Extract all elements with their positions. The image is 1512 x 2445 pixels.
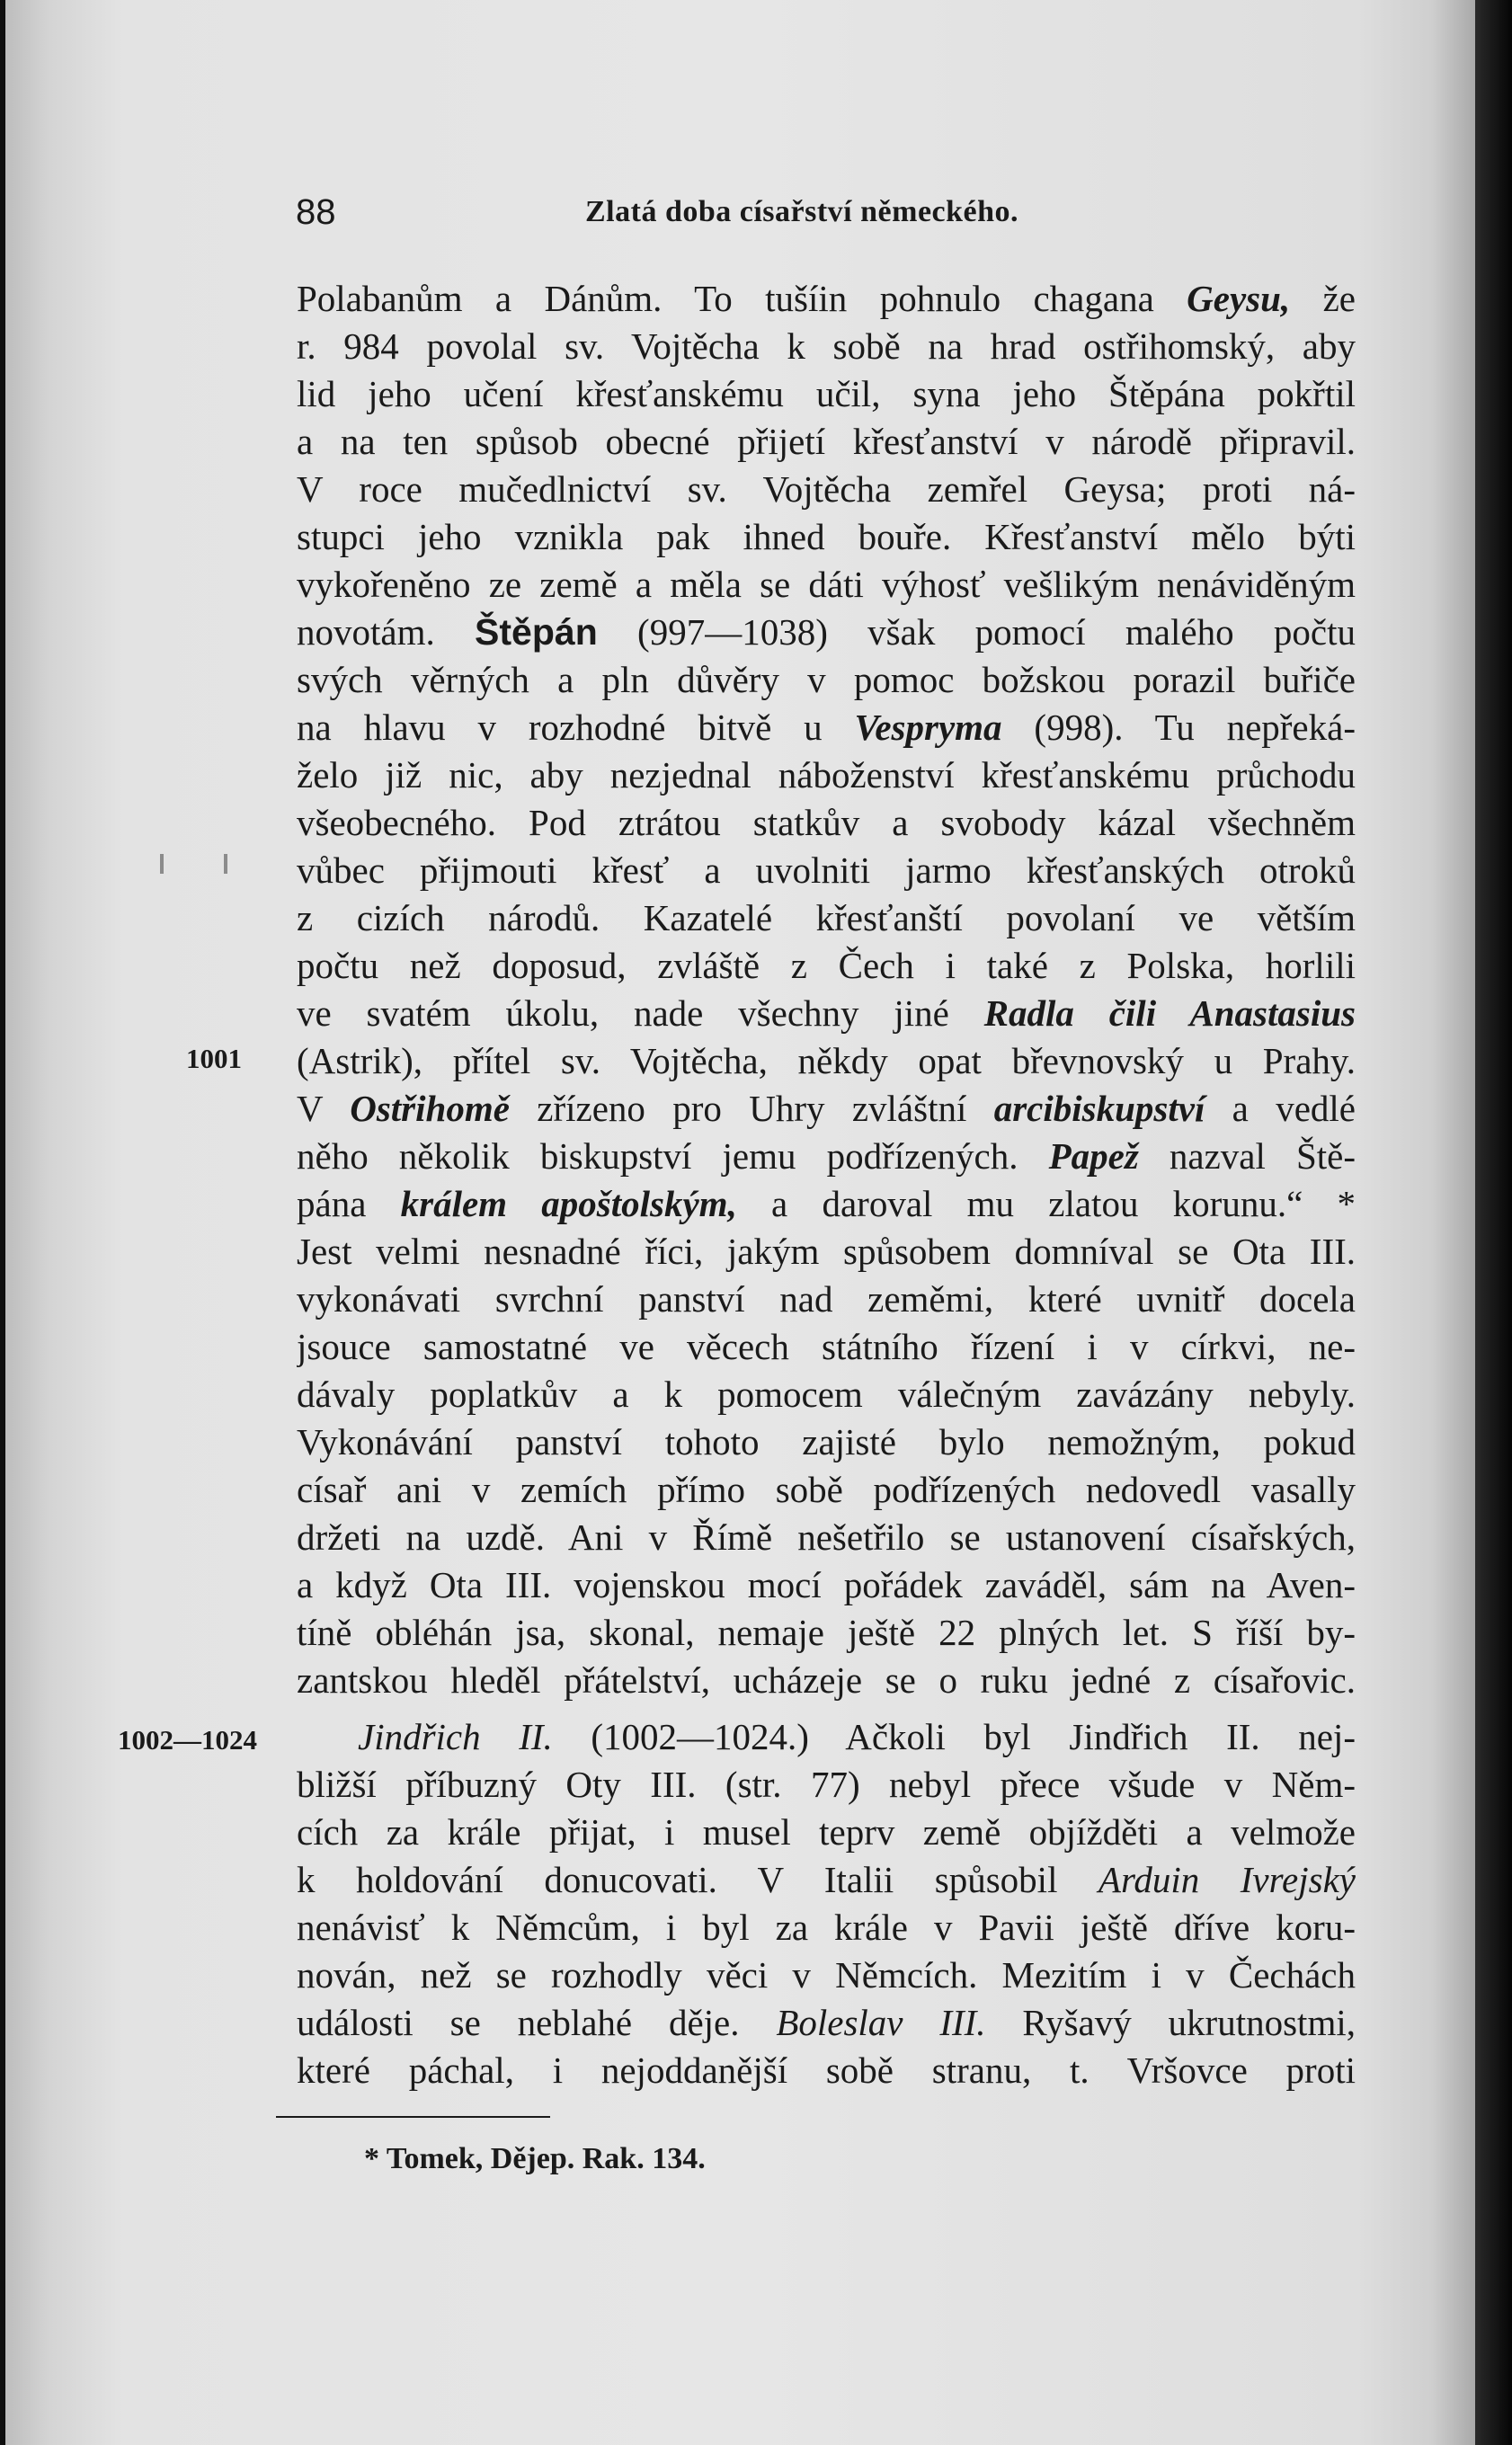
text-run: bližší příbuzný Oty III. (str. 77) nebyl přece všude v Něm-	[297, 1764, 1356, 1805]
page-number: 88	[296, 192, 336, 232]
text-run: cích za krále přijat, i musel teprv země objížděti a velmože	[297, 1811, 1356, 1853]
text-run: k holdování donucovati. V Italii spůsobil	[297, 1859, 1098, 1900]
text-line	[297, 894, 1356, 942]
text-run: svých věrných a pln důvěry v pomoc božskou porazil buřiče	[297, 659, 1356, 700]
text-run-italic: Jindřich II.	[358, 1716, 553, 1757]
text-line	[297, 751, 1356, 799]
margin-mark	[160, 854, 164, 874]
margin-mark	[224, 854, 227, 874]
text-run-italic: Arduin Ivrejský	[1098, 1859, 1356, 1900]
text-run: a daroval mu zlatou korunu.“ *	[736, 1183, 1356, 1224]
text-run-italic: Papež	[1048, 1135, 1139, 1177]
text-line	[297, 1036, 1356, 1085]
text-line	[297, 1084, 1356, 1133]
text-line	[297, 512, 1356, 561]
text-run: ve svatém úkolu, nade všechny jiné	[297, 992, 984, 1034]
text-line	[297, 1855, 1356, 1904]
text-run-italic: Radla čili Anastasius	[983, 992, 1356, 1034]
text-line	[297, 798, 1356, 847]
text-line	[297, 1951, 1356, 1999]
text-line	[297, 608, 1356, 656]
text-line	[297, 1656, 1356, 1704]
text-run: stupci jeho vznikla pak ihned bouře. Křesťanství mělo býti	[297, 516, 1356, 557]
text-run: něho několik biskupství jemu podřízených.	[297, 1135, 1049, 1177]
text-line	[297, 1903, 1356, 1952]
text-run: Polabanům a Dánům. To tušíin pohnulo chagana	[297, 278, 1187, 319]
text-run-italic: arcibiskupství	[993, 1088, 1205, 1129]
scan-edge	[1475, 0, 1512, 2445]
text-run: novotám.	[297, 611, 476, 653]
text-run: na hlavu v rozhodné bitvě u	[297, 707, 855, 748]
text-run-italic: Vespryma	[854, 707, 1002, 748]
text-run: že	[1290, 278, 1356, 319]
text-run: Jest velmi nesnadné říci, jakým spůsobem domníval se Ota III.	[297, 1231, 1356, 1272]
text-run: z cizích národů. Kazatelé křesťanští povolaní ve větším	[297, 897, 1356, 938]
text-run: císař ani v zemích přímo sobě podřízených nedovedl vasally	[297, 1469, 1356, 1510]
text-run: V	[297, 1088, 351, 1129]
text-line	[297, 1132, 1356, 1180]
text-line	[297, 1760, 1356, 1809]
text-run: vykořeněno ze země a měla se dáti výhosť vešlikým nenáviděným	[297, 564, 1356, 605]
text-line	[297, 465, 1356, 513]
text-run-italic: Geysu,	[1187, 278, 1291, 319]
text-line	[297, 560, 1356, 609]
text-run: tíně obléhán jsa, skonal, nemaje ještě 22 plných let. S říší by-	[297, 1612, 1356, 1653]
text-line	[297, 941, 1356, 990]
text-run: nenávisť k Němcům, i byl za krále v Pavii ještě dříve koru-	[297, 1907, 1356, 1948]
text-run: pána	[297, 1183, 401, 1224]
text-run-bold: Štěpán	[475, 611, 598, 653]
text-run: které páchal, i nejoddanější sobě stranu, t. Vršovce proti	[297, 2049, 1356, 2091]
margin-year-1001: 1001	[186, 1043, 242, 1074]
text-line	[358, 1712, 1356, 1761]
text-line	[297, 1322, 1356, 1371]
text-run: lid jeho učení křesťanskému učil, syna jeho Štěpána pokřtil	[297, 373, 1356, 414]
text-line	[297, 1513, 1356, 1561]
text-run: (997—1038) však pomocí malého počtu	[597, 611, 1356, 653]
text-line	[297, 1465, 1356, 1514]
text-line	[297, 1608, 1356, 1657]
running-title: Zlatá doba císařství německého.	[585, 195, 1019, 228]
text-line	[297, 1998, 1356, 2047]
text-line	[297, 1179, 1356, 1228]
text-line	[297, 1370, 1356, 1418]
text-line	[297, 1560, 1356, 1609]
text-run: želo již nic, aby nezjednal náboženství křesťanskému průchodu	[297, 754, 1356, 796]
text-run: držeti na uzdě. Ani v Římě nešetřilo se ustanovení císařských,	[297, 1516, 1356, 1558]
text-line	[297, 703, 1356, 751]
margin-year-range: 1002—1024	[118, 1724, 257, 1756]
text-run: a když Ota III. vojenskou mocí pořádek zaváděl, sám na Aven-	[297, 1564, 1356, 1605]
footnote-rule	[276, 2116, 550, 2118]
text-run: V roce mučedlnictví sv. Vojtěcha zemřel Geysa; proti ná-	[297, 468, 1356, 510]
text-run: Vykonávání panství tohoto zajisté bylo nemožným, pokud	[297, 1421, 1356, 1463]
text-run: události se neblahé děje.	[297, 2002, 777, 2043]
text-run: nován, než se rozhodly věci v Němcích. Mezitím i v Čechách	[297, 1954, 1356, 1996]
text-run: všeobecného. Pod ztrátou statkův a svobody kázal všechněm	[297, 802, 1356, 843]
text-line	[297, 322, 1356, 370]
text-run: (Astrik), přítel sv. Vojtěcha, někdy opat břevnovský u Prahy.	[297, 1040, 1356, 1081]
text-run: a vedlé	[1205, 1088, 1356, 1129]
text-run: zřízeno pro Uhry zvláštní	[509, 1088, 994, 1129]
text-line	[297, 1227, 1356, 1276]
text-line	[297, 989, 1356, 1037]
text-run: vůbec přijmouti křesť a uvolniti jarmo křesťanských otroků	[297, 849, 1356, 891]
text-line	[297, 1275, 1356, 1323]
text-run: a na ten spůsob obecné přijetí křesťanství v národě připravil.	[297, 421, 1356, 462]
text-run-italic: Ostřihomě	[350, 1088, 510, 1129]
text-run: dávaly poplatkův a k pomocem válečným zavázány nebyly.	[297, 1374, 1356, 1415]
text-run: Ryšavý ukrutnostmi,	[985, 2002, 1356, 2043]
footnote: * Tomek, Dějep. Rak. 134.	[364, 2142, 706, 2175]
text-run: vykonávati svrchní panství nad zeměmi, které uvnitř docela	[297, 1278, 1356, 1320]
text-line	[297, 369, 1356, 418]
text-line	[297, 417, 1356, 466]
text-run: nazval Ště-	[1138, 1135, 1356, 1177]
text-run: (1002—1024.) Ačkoli byl Jindřich II. nej-	[552, 1716, 1356, 1757]
text-run: zantskou hleděl přátelství, ucházeje se o ruku jedné z císařovic.	[297, 1659, 1356, 1701]
text-line	[297, 1418, 1356, 1466]
text-line	[297, 274, 1356, 323]
text-line	[297, 655, 1356, 704]
text-line	[297, 2046, 1356, 2094]
text-run-italic: králem apoštolským,	[400, 1183, 737, 1224]
text-line	[297, 1808, 1356, 1856]
text-run-italic: Boleslav III.	[776, 2002, 986, 2043]
text-run: jsouce samostatné ve věcech státního řízení i v církvi, ne-	[297, 1326, 1356, 1367]
text-run: r. 984 povolal sv. Vojtěcha k sobě na hrad ostřihomský, aby	[297, 325, 1356, 367]
text-run: (998). Tu nepřeká-	[1001, 707, 1356, 748]
text-run: počtu než doposud, zvláště z Čech i také z Polska, horlili	[297, 945, 1356, 986]
text-line	[297, 846, 1356, 894]
